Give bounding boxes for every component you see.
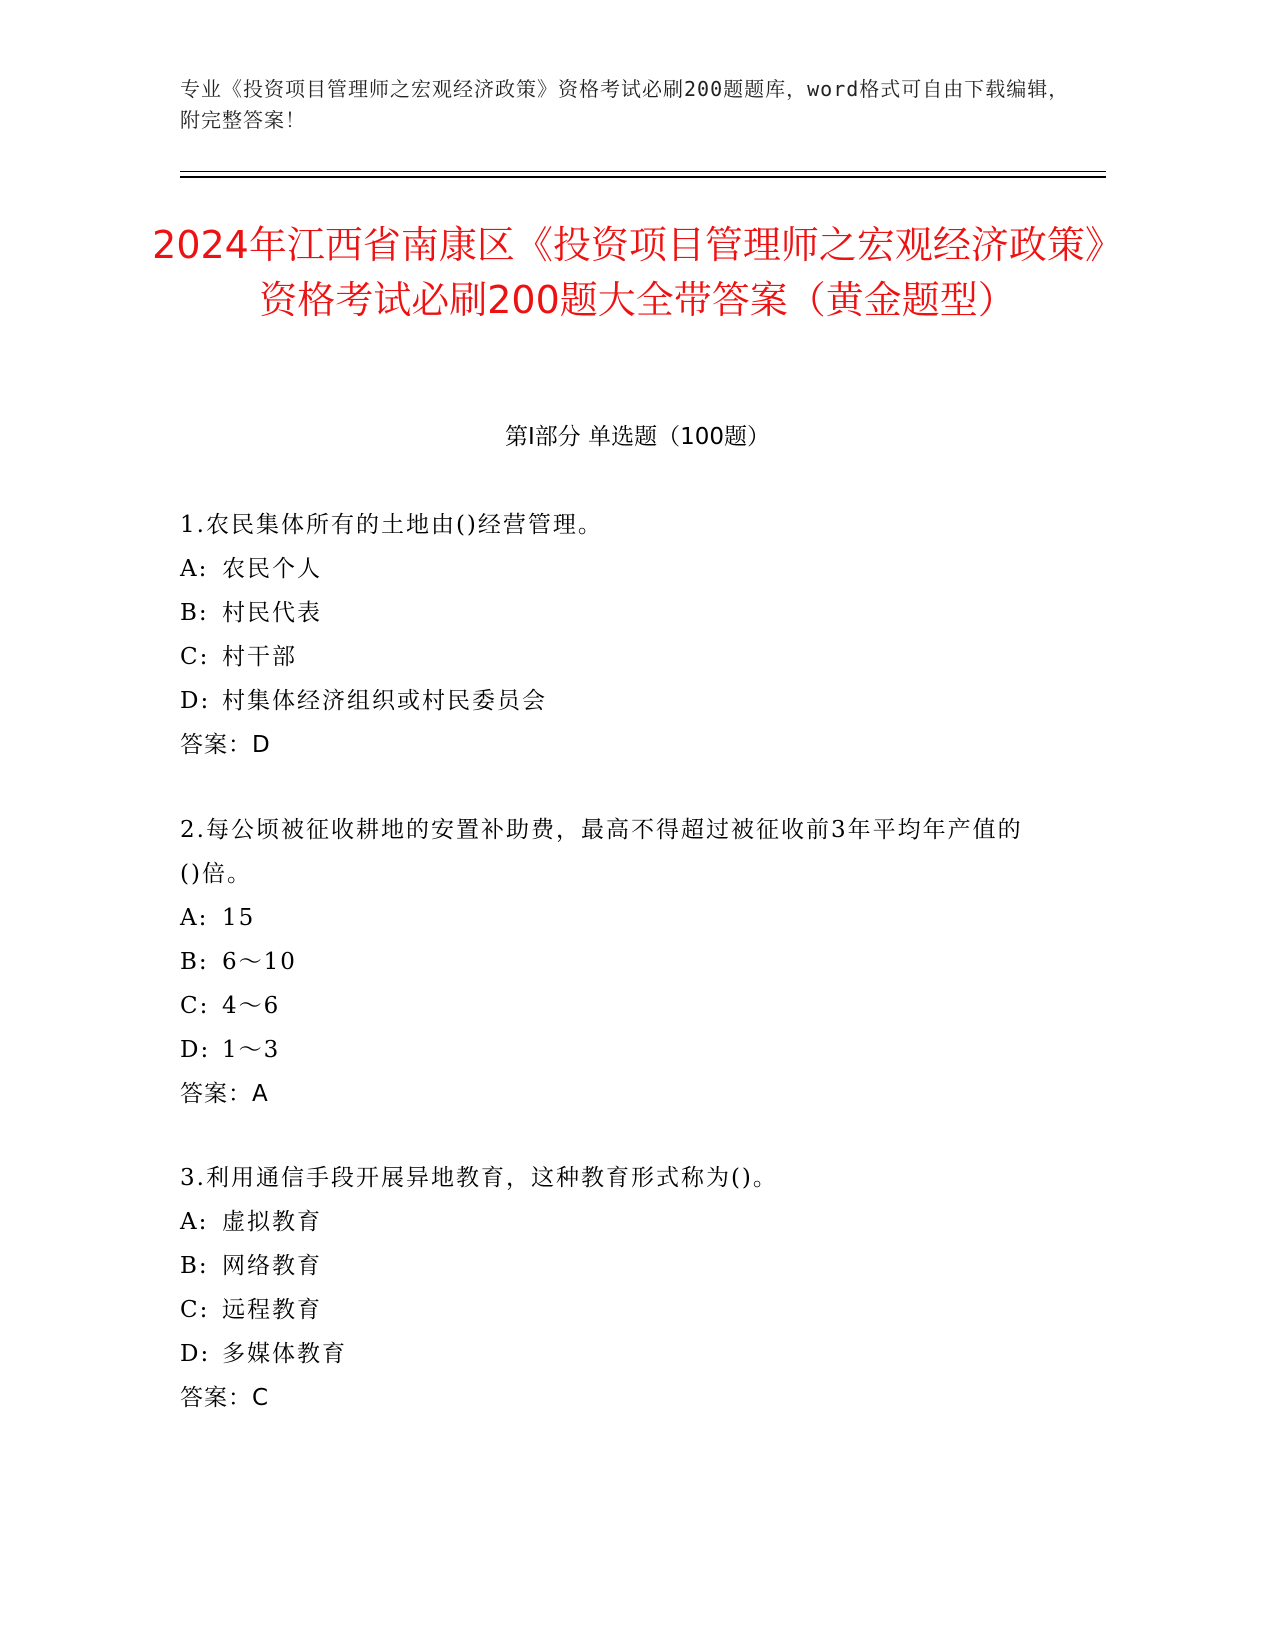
option-a [180, 1200, 1040, 1244]
option-d [180, 1332, 1040, 1376]
question-stem: 2.每公顷被征收耕地的安置补助费，最高不得超过被征收前3年平均年产值的()倍。 [180, 817, 1023, 887]
document-title: 2024年江西省南康区《投资项目管理师之宏观经济政策》资格考试必刷200题大全带答案（黄金题型） [152, 223, 1123, 322]
option-d [180, 679, 1040, 723]
option-b [180, 940, 1040, 984]
option-c [180, 635, 1040, 679]
option-letter: A: [180, 905, 209, 931]
question-3 [180, 1156, 1040, 1420]
question-stem: 1.农民集体所有的土地由()经营管理。 [180, 512, 603, 538]
answer-line: 答案：C [180, 1385, 270, 1411]
option-letter: C: [180, 644, 210, 670]
option-b [180, 591, 1040, 635]
option-text: 4～6 [222, 993, 281, 1019]
option-letter: D: [180, 688, 211, 714]
option-text: 村民代表 [222, 600, 322, 626]
option-letter: D: [180, 1037, 211, 1063]
header-divider-thick [180, 176, 1106, 178]
option-d [180, 1028, 1040, 1072]
option-b [180, 1244, 1040, 1288]
question-1 [180, 503, 1040, 767]
option-c [180, 1288, 1040, 1332]
question-2 [180, 808, 1040, 1116]
option-letter: D: [180, 1341, 211, 1367]
answer-line: 答案：D [180, 732, 271, 758]
answer-line: 答案：A [180, 1081, 269, 1107]
option-text: 村集体经济组织或村民委员会 [222, 688, 547, 714]
option-letter: B: [180, 600, 209, 626]
option-letter: C: [180, 1297, 210, 1323]
option-a [180, 547, 1040, 591]
option-text: 6～10 [222, 949, 297, 975]
option-text: 农民个人 [222, 556, 322, 582]
header-divider-thin [180, 171, 1106, 172]
option-text: 村干部 [222, 644, 297, 670]
option-c [180, 984, 1040, 1028]
option-a [180, 896, 1040, 940]
option-text: 远程教育 [222, 1297, 322, 1323]
option-text: 多媒体教育 [222, 1341, 347, 1367]
option-letter: B: [180, 1253, 209, 1279]
option-text: 15 [222, 905, 256, 931]
option-letter: A: [180, 1209, 209, 1235]
header-note: 专业《投资项目管理师之宏观经济政策》资格考试必刷200题题库，word格式可自由下载编辑，附完整答案！ [180, 77, 1070, 132]
section-heading: 第Ⅰ部分 单选题（100题） [505, 424, 770, 450]
option-text: 虚拟教育 [222, 1209, 322, 1235]
option-letter: B: [180, 949, 209, 975]
option-letter: C: [180, 993, 210, 1019]
option-letter: A: [180, 556, 209, 582]
option-text: 1～3 [222, 1037, 281, 1063]
question-stem: 3.利用通信手段开展异地教育，这种教育形式称为()。 [180, 1165, 778, 1191]
option-text: 网络教育 [222, 1253, 322, 1279]
